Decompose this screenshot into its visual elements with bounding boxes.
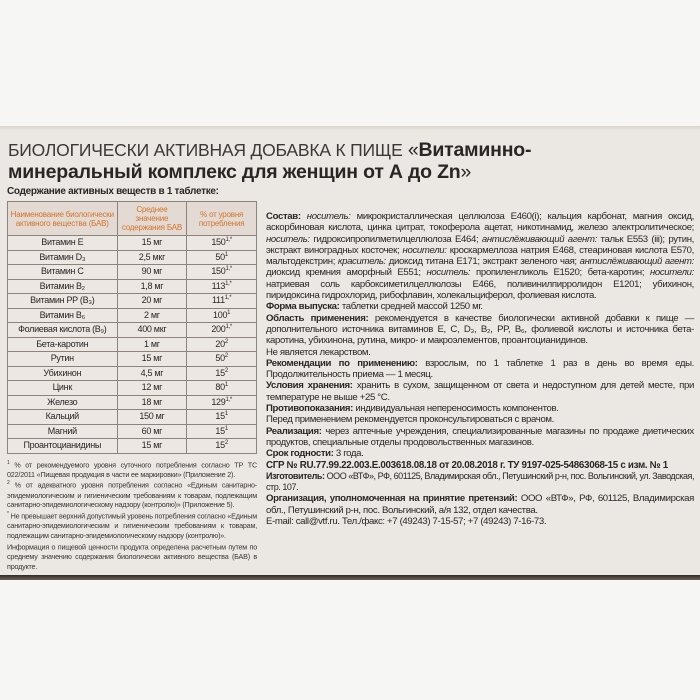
composition xyxy=(266,211,694,301)
footnote xyxy=(7,541,257,572)
table-row xyxy=(8,265,257,280)
footnote-mark: 2 xyxy=(224,440,228,447)
footnote-text: Информация о пищевой ценности продукта определена расчетным путем по среднему значению содержания биологически активного вещества (БАВ) в продукте. xyxy=(7,542,257,572)
footnote xyxy=(7,510,257,541)
percent-value: 50 xyxy=(215,353,225,364)
percent-value: 100 xyxy=(213,309,228,320)
footnote xyxy=(7,479,257,510)
percent-value: 80 xyxy=(215,382,225,393)
percent-value: 15 xyxy=(215,411,225,422)
usage-text: взрослым, по 1 таблетке 1 раз в день во время еды. Продолжительность приема — 1 месяц. xyxy=(266,357,694,381)
substance-name: Цинк xyxy=(8,381,118,396)
contacts: E-mail: call@vtf.ru. Тел./факс: +7 (49243) 7-15-57; +7 (49243) 7-16-73. xyxy=(266,516,547,528)
percent-value: 15 xyxy=(215,367,225,378)
composition-role: носитель: xyxy=(266,233,310,245)
contraindications xyxy=(266,403,694,414)
nutrition-header-row xyxy=(8,202,257,236)
composition-ingredients: гидроксипропилметилцеллюлоза Е464; xyxy=(309,233,479,245)
substance-percent xyxy=(187,366,257,381)
storage-text: хранить в сухом, защищенном от света и недоступном для детей месте, при температуре не выше +25 °С. xyxy=(266,380,694,403)
footnote xyxy=(7,459,257,480)
substance-name: Кальций xyxy=(8,410,118,425)
table-row xyxy=(8,294,257,309)
product-title xyxy=(8,139,698,183)
contraindications-label: Противопоказания: xyxy=(266,403,354,415)
substance-amount: 150 мг xyxy=(117,410,187,425)
composition-ingredients: натриевая соль карбоксиметилцеллюлозы Е466, поливинилпирролидон Е1201; убихинон, пиридоксина гидрохлорид, рибофлавин, холекальциферол, фолиевая кислота. xyxy=(266,278,694,302)
claims-organization xyxy=(266,493,694,516)
substance-name: Витамин B₂ xyxy=(8,279,118,294)
substance-amount: 15 мг xyxy=(117,236,187,251)
release-form xyxy=(266,301,694,312)
substance-name: Рутин xyxy=(8,352,118,367)
shelf-life-text: 3 года. xyxy=(333,448,364,460)
shelf-life-label: Срок годности: xyxy=(266,448,334,460)
substance-name: Витамин D₃ xyxy=(8,250,118,265)
package-panel xyxy=(0,131,700,576)
footnote-mark: 1,* xyxy=(225,396,232,403)
substance-name: Витамин C xyxy=(8,265,118,280)
manufacturer xyxy=(266,471,694,494)
footnote-text: Не превышает верхний допустимый уровень потребления согласно «Единым санитарно-эпидемиологическим и гигиеническим требованиям к товарам, подлежащим санитарно-эпидемиологическому надзору (контролю)». xyxy=(7,511,257,541)
substance-percent xyxy=(187,337,257,352)
substance-amount: 4,5 мг xyxy=(117,366,187,381)
application-area-label: Область применения: xyxy=(266,312,369,324)
table-row xyxy=(8,250,257,265)
substance-percent xyxy=(187,381,257,396)
contraindications-text: индивидуальная непереносимость компонентов. xyxy=(353,403,559,415)
release-form-label: Форма выпуска: xyxy=(266,301,340,313)
table-row xyxy=(8,410,257,425)
substance-amount: 12 мг xyxy=(117,381,187,396)
substance-percent xyxy=(187,265,257,280)
sale-info xyxy=(266,426,694,449)
substance-name: Проантоцианидины xyxy=(8,439,118,454)
substance-amount: 60 мг xyxy=(117,424,187,439)
substance-amount: 15 мг xyxy=(117,352,187,367)
manufacturer-text: ООО «ВТФ», РФ, 601125, Владимирская обл., Петушинский р-н, пос. Вольгинский, ул. Заводская, стр. 107. xyxy=(266,470,694,493)
substance-percent xyxy=(187,250,257,265)
footnote-mark: 1 xyxy=(224,411,228,418)
application-area xyxy=(266,313,694,347)
product-info xyxy=(266,211,694,527)
substance-name: Витамин B₆ xyxy=(8,308,118,323)
table-row xyxy=(8,424,257,439)
storage-conditions xyxy=(266,380,694,403)
footnote-mark: 1,* xyxy=(225,280,232,287)
title-product-line1: Витаминно- xyxy=(418,139,532,161)
title-open-quote: « xyxy=(407,139,419,161)
substance-amount: 90 мг xyxy=(117,265,187,280)
substance-amount: 20 мг xyxy=(117,294,187,309)
percent-value: 150 xyxy=(211,237,226,248)
composition-ingredients: кроскармеллоза натрия Е468, стеариновая кислота Е570, мальтодекстрин; xyxy=(266,244,694,268)
percent-value: 20 xyxy=(215,338,225,349)
table-row xyxy=(8,308,257,323)
substance-amount: 2,5 мкг xyxy=(117,250,187,265)
manufacturer-label: Изготовитель: xyxy=(266,470,325,481)
substance-name: Железо xyxy=(8,395,118,410)
sale-text: через аптечные учреждения, специализированные магазины по продаже диетических продуктов, специальные отделы продовольственных магазинов. xyxy=(266,425,694,448)
substance-amount: 2 мг xyxy=(117,308,187,323)
composition-role: носитель: xyxy=(300,211,351,222)
storage-label: Условия хранения: xyxy=(266,380,353,392)
composition-ingredients: микрокристаллическая целлюлоза Е460(i); кальция карбонат, магния оксид, аскорбиновая кислота, цинка цитрат, токоферола ацетат, никотинамид, железо электролитическое; xyxy=(266,211,694,234)
percent-value: 150 xyxy=(211,266,226,277)
footnote-mark: 1 xyxy=(227,309,231,316)
composition-role: краситель: xyxy=(335,256,386,268)
substance-name: Магний xyxy=(8,424,118,439)
table-row xyxy=(8,236,257,251)
sale-label: Реализация: xyxy=(266,425,322,437)
nutrition-caption: Содержание активных веществ в 1 таблетке: xyxy=(7,186,219,197)
table-row xyxy=(8,366,257,381)
composition-role: носители: xyxy=(644,267,694,279)
claims-text: ООО «ВТФ», РФ, 601125, Владимирская обл., Петушинский р-н, пос. Вольгинский, а/я 132, отдел качества. xyxy=(266,493,694,516)
table-row xyxy=(8,439,257,454)
table-row xyxy=(8,337,257,352)
table-row xyxy=(8,395,257,410)
box-bottom-edge xyxy=(0,575,700,580)
substance-amount: 1 мг xyxy=(117,337,187,352)
percent-value: 200 xyxy=(211,324,226,335)
percent-value: 111 xyxy=(212,295,225,306)
composition-label: Состав: xyxy=(266,211,301,222)
substance-amount: 400 мкг xyxy=(117,323,187,338)
composition-ingredients: диоксид титана Е171; экстракт зеленого чая; xyxy=(385,256,577,268)
substance-percent xyxy=(187,352,257,367)
consult-note: Перед применением рекомендуется проконсультироваться с врачом. xyxy=(266,414,554,426)
header-amount: Среднее значение содержания БАВ xyxy=(117,202,187,236)
percent-value: 15 xyxy=(215,425,225,436)
substance-name: Убихинон xyxy=(8,366,118,381)
header-percent: % от уровня потребления xyxy=(187,202,257,236)
footnote-mark: 1 xyxy=(224,382,228,389)
footnote-mark: 1,* xyxy=(225,324,232,331)
release-form-text: таблетки средней массой 1250 мг. xyxy=(339,301,483,313)
shelf-life xyxy=(266,448,694,459)
composition-ingredients: диоксид кремния аморфный Е551; xyxy=(266,267,421,279)
header-substance: Наименование биологически активного вещества (БАВ) xyxy=(8,202,118,236)
substance-name: Фолиевая кислота (B₉) xyxy=(8,323,118,338)
footnote-mark: 1 xyxy=(224,251,228,258)
table-row xyxy=(8,352,257,367)
composition-ingredients: тальк Е553 (iii); рутин, экстракт виноградных косточек; xyxy=(266,233,694,256)
usage-recommendations xyxy=(266,358,694,381)
substance-percent xyxy=(187,439,257,454)
substance-percent xyxy=(187,323,257,338)
footnote-mark: 1,* xyxy=(224,295,232,302)
substance-amount: 18 мг xyxy=(117,395,187,410)
substance-percent xyxy=(187,395,257,410)
substance-percent xyxy=(187,294,257,309)
claims-label: Организация, уполномоченная на принятие претензий: xyxy=(266,493,518,505)
usage-label: Рекомендации по применению: xyxy=(266,357,418,369)
footnote-mark: 2 xyxy=(224,338,228,345)
footnote-mark: 1 xyxy=(7,459,10,466)
footnote-text: % от адекватного уровня потребления согласно «Единым санитарно-эпидемиологическим и гигиеническим требованиям к товарам, подлежащим санитарно-эпидемиологическому надзору (контролю)» (Приложение 5). xyxy=(7,480,257,510)
composition-role: носитель: xyxy=(420,267,471,279)
footnote-mark: * xyxy=(7,511,9,518)
substance-percent xyxy=(187,308,257,323)
substance-percent xyxy=(187,410,257,425)
footnote-mark: 1,* xyxy=(225,266,232,273)
composition-role: антислёживающий агент: xyxy=(478,233,597,245)
table-row xyxy=(8,323,257,338)
footnote-text: % от рекомендуемого уровня суточного потребления согласно ТР ТС 022/2011 «Пищевая продукция в части ее маркировки» (Приложение 2). xyxy=(7,459,257,479)
percent-value: 15 xyxy=(215,440,225,451)
certificate-number: СГР № RU.77.99.22.003.Е.003618.08.18 от 20.08.2018 г. ТУ 9197-025-54863068-15 с изм. № 1 xyxy=(266,459,668,471)
substance-name: Витамин E xyxy=(8,236,118,251)
substance-name: Витамин PP (B₃) xyxy=(8,294,118,309)
composition-ingredients: пропиленгликоль Е1520; бета-каротин; xyxy=(470,267,645,279)
footnote-mark: 1 xyxy=(224,425,228,432)
footnote-mark: 2 xyxy=(7,480,10,487)
table-row xyxy=(8,381,257,396)
footnote-mark: 2 xyxy=(224,353,228,360)
substance-percent xyxy=(187,424,257,439)
substance-percent xyxy=(187,279,257,294)
composition-role: носители: xyxy=(399,244,447,256)
percent-value: 113 xyxy=(211,280,226,291)
table-row xyxy=(8,279,257,294)
substance-name: Бета-каротин xyxy=(8,337,118,352)
percent-value: 129 xyxy=(211,396,226,407)
substance-percent xyxy=(187,236,257,251)
title-product-line2: минеральный комплекс для женщин от А до Zn xyxy=(8,161,461,183)
footnote-mark: 1,* xyxy=(225,237,232,244)
substance-amount: 1,8 мг xyxy=(117,279,187,294)
title-category: БИОЛОГИЧЕСКИ АКТИВНАЯ ДОБАВКА К ПИЩЕ xyxy=(8,140,403,160)
not-medicine-note: Не является лекарством. xyxy=(266,346,371,358)
nutrition-table xyxy=(7,201,257,454)
nutrition-section xyxy=(7,186,257,572)
application-area-text: рекомендуется в качестве биологически активной добавки к пище — дополнительного источника витаминов Е, С, D₃, B₂, PP, B₆, фолиевой кислоты и источника бета-каротина, убихинона, рутина, микро- и макроэлементов, проантоцианидинов. xyxy=(266,312,694,347)
substance-amount: 15 мг xyxy=(117,439,187,454)
footnote-mark: 2 xyxy=(224,367,228,374)
title-close-quote: » xyxy=(460,161,472,183)
percent-value: 50 xyxy=(215,251,225,262)
composition-role: антислёживающий агент: xyxy=(576,256,694,268)
nutrition-footnotes xyxy=(7,459,257,572)
